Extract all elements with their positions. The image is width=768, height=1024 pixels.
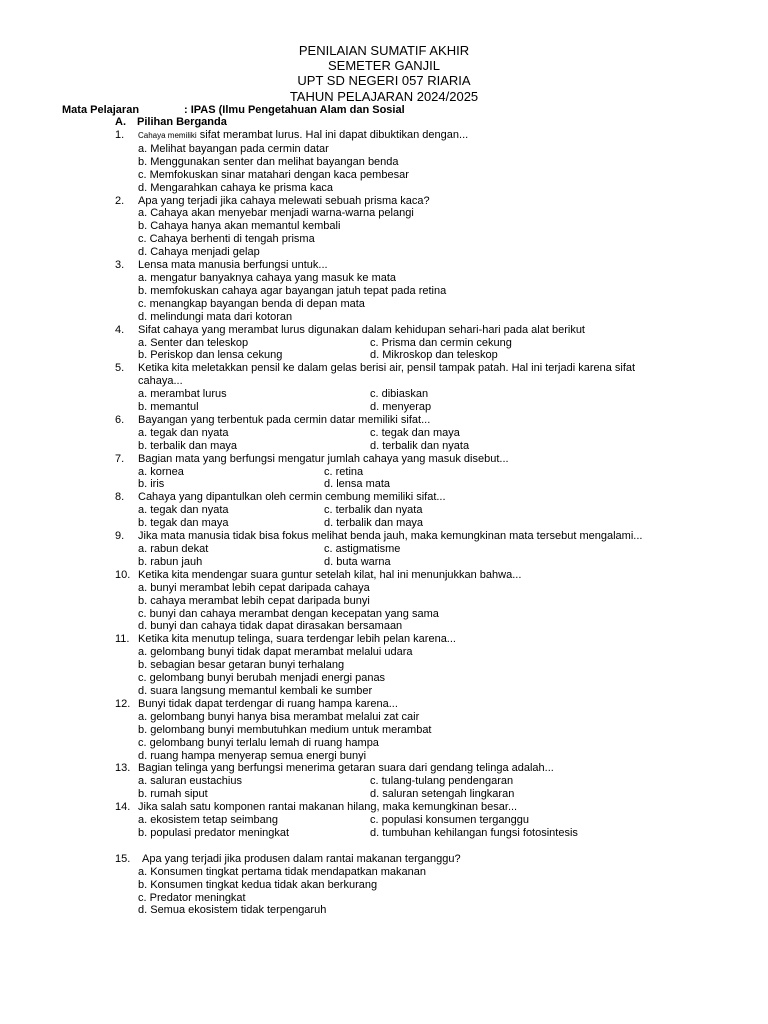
option-b: b. memfokuskan cahaya agar bayangan jatuh tepat pada retina: [138, 284, 447, 297]
option-list: [138, 646, 715, 698]
option-list: [138, 207, 715, 259]
question-number: 15.: [115, 852, 131, 865]
option-b: b. cahaya merambat lebih cepat daripada bunyi: [138, 594, 370, 607]
question-text: Bunyi tidak dapat terdengar di ruang hampa karena...: [138, 697, 398, 710]
question-8: [115, 491, 715, 530]
option-b: b. Periskop dan lensa cekung: [138, 349, 283, 362]
question-number: 4.: [115, 323, 125, 336]
subject-label: Mata Pelajaran: [62, 104, 140, 116]
option-c: c. dibiaskan: [370, 388, 429, 401]
question-text: Apa yang terjadi jika cahaya melewati sebuah prisma kaca?: [138, 194, 430, 207]
question-13: [115, 762, 715, 801]
option-c: c. populasi konsumen terganggu: [370, 814, 529, 827]
option-b: b. memantul: [138, 401, 199, 414]
question-7: [115, 453, 715, 492]
option-d: d. menyerap: [370, 401, 432, 414]
question-text: Bagian telinga yang berfungsi menerima getaran suara dari gendang telinga adalah...: [138, 762, 554, 775]
question-text: Bagian mata yang berfungsi mengatur jumlah cahaya yang masuk disebut...: [138, 452, 509, 465]
question-stem: sifat merambat lurus. Hal ini dapat dibuktikan dengan...: [199, 129, 469, 141]
subject-line: [62, 104, 405, 117]
option-a: a. gelombang bunyi tidak dapat merambat melalui udara: [138, 646, 413, 659]
question-6: [115, 414, 715, 453]
option-grid: [138, 427, 715, 453]
exam-header: [0, 43, 768, 104]
option-a: a. bunyi merambat lebih cepat daripada cahaya: [138, 581, 370, 594]
option-c: c. gelombang bunyi berubah menjadi energi panas: [138, 672, 386, 685]
question-text: Cahaya yang dipantulkan oleh cermin cembung memiliki sifat...: [138, 491, 446, 504]
header-school: UPT SD NEGERI 057 RIARIA: [297, 73, 471, 89]
option-d: d. saluran setengah lingkaran: [370, 788, 515, 801]
question-1: [115, 129, 715, 195]
question-number: 6.: [115, 413, 125, 426]
option-c: c. terbalik dan nyata: [324, 504, 423, 517]
option-b: b. Cahaya hanya akan memantul kembali: [138, 220, 341, 233]
header-year: TAHUN PELAJARAN 2024/2025: [289, 88, 479, 104]
question-number: 10.: [115, 568, 131, 581]
question-text: Ketika kita menutup telinga, suara terdengar lebih pelan karena...: [138, 633, 456, 646]
option-d: d. melindungi mata dari kotoran: [138, 310, 293, 323]
option-a: a. Melihat bayangan pada cermin datar: [138, 142, 329, 155]
question-number: 12.: [115, 697, 131, 710]
option-grid: [138, 466, 715, 492]
question-prefix: Cahaya memiliki: [138, 131, 197, 140]
question-number: 13.: [115, 762, 131, 775]
option-d: d. bunyi dan cahaya tidak dapat dirasakan bersamaan: [138, 620, 403, 633]
question-text: Apa yang terjadi jika produsen dalam rantai makanan terganggu?: [142, 852, 461, 865]
option-d: d. lensa mata: [324, 478, 391, 491]
question-number: 9.: [115, 530, 125, 543]
question-text: Bayangan yang terbentuk pada cermin datar memiliki sifat...: [138, 413, 431, 426]
option-a: a. kornea: [138, 465, 184, 478]
question-11: [115, 633, 715, 698]
option-list: [138, 711, 715, 763]
option-a: a. merambat lurus: [138, 388, 227, 401]
option-list: [138, 582, 715, 634]
option-c: c. bunyi dan cahaya merambat dengan kecepatan yang sama: [138, 607, 439, 620]
question-15: [115, 853, 715, 918]
option-d: d. Cahaya menjadi gelap: [138, 246, 260, 259]
question-number: 14.: [115, 801, 131, 814]
question-14: [115, 801, 715, 840]
question-text: Ketika kita mendengar suara guntur setelah kilat, hal ini menunjukkan bahwa...: [138, 568, 522, 581]
option-b: b. gelombang bunyi membutuhkan medium untuk merambat: [138, 723, 432, 736]
header-semester: SEMETER GANJIL: [328, 58, 440, 74]
option-c: c. astigmatisme: [324, 543, 401, 555]
question-number: 7.: [115, 452, 125, 465]
option-b: b. iris: [138, 478, 165, 491]
question-text: [138, 129, 715, 143]
option-a: a. saluran eustachius: [138, 775, 242, 788]
option-grid: [138, 504, 715, 530]
option-a: a. Konsumen tingkat pertama tidak mendapatkan makanan: [138, 865, 427, 878]
question-number: 8.: [115, 491, 125, 504]
option-b: b. tegak dan maya: [138, 517, 229, 530]
option-d: d. tumbuhan kehilangan fungsi fotosintesis: [370, 826, 578, 839]
option-list: [138, 866, 715, 918]
question-9: [115, 530, 715, 569]
option-a: a. tegak dan nyata: [138, 504, 229, 517]
question-5: [115, 362, 715, 414]
option-grid: [138, 337, 715, 363]
header-title: PENILAIAN SUMATIF AKHIR: [298, 43, 470, 58]
question-12: [115, 698, 715, 763]
option-b: b. rabun jauh: [138, 555, 203, 568]
option-b: b. terbalik dan maya: [138, 439, 238, 452]
option-c: c. Memfokuskan sinar matahari dengan kaca pembesar: [138, 168, 409, 181]
question-3: [115, 259, 715, 324]
question-text: Jika salah satu komponen rantai makanan hilang, maka kemungkinan besar...: [138, 801, 518, 814]
question-number: 1.: [115, 129, 125, 141]
option-c: c. tulang-tulang pendengaran: [370, 775, 514, 788]
question-4: [115, 324, 715, 363]
question-text: Lensa mata manusia berfungsi untuk...: [138, 259, 328, 272]
option-d: d. terbalik dan maya: [324, 517, 424, 530]
question-text: Sifat cahaya yang merambat lurus digunakan dalam kehidupan sehari-hari pada alat berikut: [138, 323, 585, 336]
option-d: d. Semua ekosistem tidak terpengaruh: [138, 904, 327, 917]
subject-value: : IPAS (Ilmu Pengetahuan Alam dan Sosial: [184, 104, 405, 116]
option-list: [138, 272, 715, 324]
option-list: [138, 143, 715, 195]
option-a: a. ekosistem tetap seimbang: [138, 814, 279, 827]
option-d: d. ruang hampa menyerap semua energi bunyi: [138, 749, 367, 762]
option-b: b. sebagian besar getaran bunyi terhalang: [138, 659, 345, 672]
question-text: Ketika kita meletakkan pensil ke dalam gelas berisi air, pensil tampak patah. Hal ini terjadi karena sifat cahaya...: [138, 362, 636, 388]
option-d: d. Mengarahkan cahaya ke prisma kaca: [138, 181, 334, 194]
question-number: 3.: [115, 259, 125, 272]
section-title: Pilihan Berganda: [137, 116, 227, 128]
option-d: d. terbalik dan nyata: [370, 439, 470, 452]
option-a: a. rabun dekat: [138, 543, 209, 555]
option-d: d. buta warna: [324, 555, 391, 568]
option-a: a. tegak dan nyata: [138, 426, 229, 439]
option-b: b. Konsumen tingkat kedua tidak akan berkurang: [138, 878, 378, 891]
section-heading: [115, 116, 227, 129]
option-b: b. Menggunakan senter dan melihat bayangan benda: [138, 155, 399, 168]
option-grid: [138, 388, 715, 414]
section-letter: A.: [115, 116, 126, 128]
question-number: 11.: [115, 633, 130, 646]
question-text: Jika mata manusia tidak bisa fokus melihat benda jauh, maka kemungkinan mata tersebut mengalami...: [138, 530, 643, 543]
option-c: c. Predator meningkat: [138, 891, 246, 904]
option-c: c. retina: [324, 465, 364, 478]
question-10: [115, 569, 715, 634]
option-c: c. tegak dan maya: [370, 426, 460, 439]
option-c: c. gelombang bunyi terlalu lemah di ruang hampa: [138, 736, 379, 749]
option-a: a. Senter dan teleskop: [138, 336, 249, 349]
option-a: a. mengatur banyaknya cahaya yang masuk ke mata: [138, 271, 397, 284]
question-number: 5.: [115, 362, 125, 375]
option-d: d. suara langsung memantul kembali ke sumber: [138, 684, 373, 697]
question-2: [115, 195, 715, 260]
option-c: c. menangkap bayangan benda di depan mata: [138, 297, 365, 310]
option-grid: [138, 814, 715, 840]
option-grid: [138, 543, 715, 569]
option-d: d. Mikroskop dan teleskop: [370, 349, 498, 362]
option-a: a. Cahaya akan menyebar menjadi warna-warna pelangi: [138, 207, 414, 220]
option-a: a. gelombang bunyi hanya bisa merambat melalui zat cair: [138, 710, 420, 723]
option-c: c. Prisma dan cermin cekung: [370, 336, 512, 349]
question-list: [115, 129, 715, 917]
option-grid: [138, 775, 715, 801]
option-b: b. rumah siput: [138, 788, 208, 801]
question-number: 2.: [115, 194, 125, 207]
option-c: c. Cahaya berhenti di tengah prisma: [138, 233, 315, 246]
option-b: b. populasi predator meningkat: [138, 826, 290, 839]
